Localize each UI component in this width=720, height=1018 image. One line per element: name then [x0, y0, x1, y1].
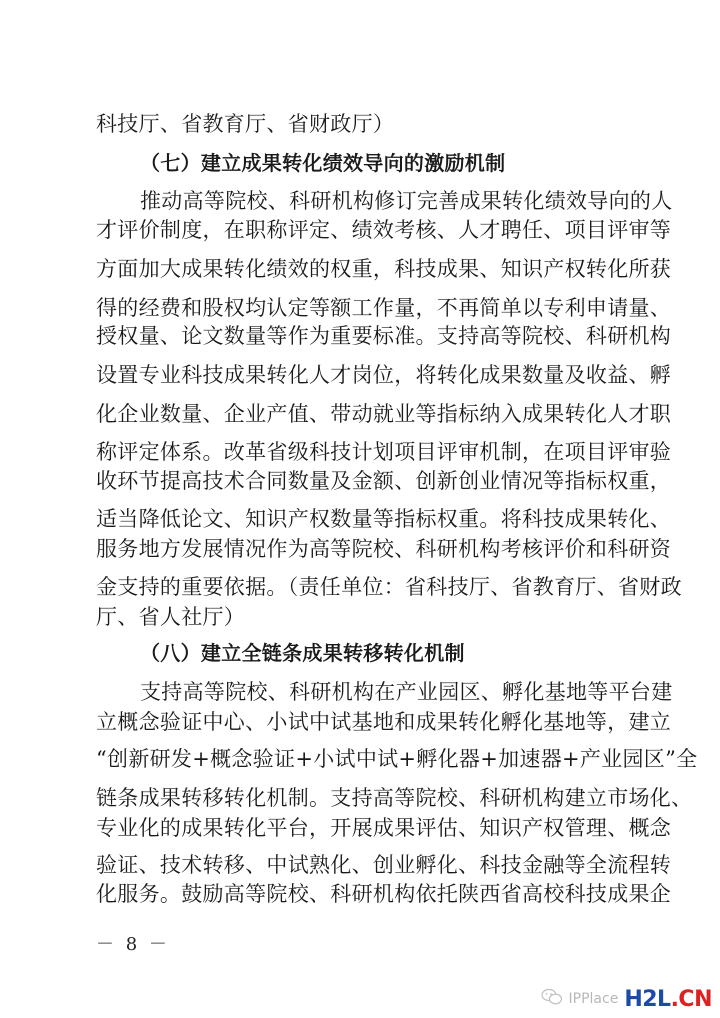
text-line: 收环节提高技术合同数量及金额、创新创业情况等指标权重，	[96, 469, 672, 493]
logo-suffix-text: .CN	[670, 986, 712, 1012]
text-line: 化服务。鼓励高等院校、科研机构依托陕西省高校科技成果企	[96, 882, 672, 906]
text-line: 支持高等院校、科研机构在产业园区、孵化基地等平台建	[140, 680, 673, 704]
text-line: 金支持的重要依据。（责任单位：省科技厅、省教育厅、省财政	[96, 575, 682, 599]
text-line: “创新研发+概念验证+小试中试+孵化器+加速器+产业园区”全	[96, 747, 698, 771]
text-line: 称评定体系。改革省级科技计划项目评审机制，在项目评审验	[96, 440, 672, 464]
text-line: 适当降低论文、知识产权数量等指标权重。将科技成果转化、	[96, 507, 672, 531]
text-line: 化企业数量、企业产值、带动就业等指标纳入成果转化人才职	[96, 402, 672, 426]
text-line: 方面加大成果转化绩效的权重，科技成果、知识产权转化所获	[96, 257, 672, 281]
text-line: 推动高等院校、科研机构修订完善成果转化绩效导向的人	[140, 189, 673, 213]
text-line: 授权量、论文数量等作为重要标准。支持高等院校、科研机构	[96, 324, 672, 348]
watermark-faded-text: IPPlace	[568, 991, 619, 1007]
text-line: 得的经费和股权均认定等额工作量，不再简单以专利申请量、	[96, 296, 672, 320]
text-line: 设置专业科技成果转化人才岗位，将转化成果数量及收益、孵	[96, 363, 672, 387]
site-logo	[624, 987, 712, 1012]
text-line: 才评价制度，在职称评定、绩效考核、人才聘任、项目评审等	[96, 218, 672, 242]
section-heading-8: （八）建立全链条成果转移转化机制	[140, 641, 465, 665]
page-number: － 8 －	[96, 934, 170, 955]
text-line: 立概念验证中心、小试中试基地和成果转化孵化基地等，建立	[96, 710, 672, 734]
section-heading-7: （七）建立成果转化绩效导向的激励机制	[140, 151, 506, 175]
text-line: 验证、技术转移、中试熟化、创业孵化、科技金融等全流程转	[96, 853, 672, 877]
watermark	[541, 984, 712, 1014]
text-line: 服务地方发展情况作为高等院校、科研机构考核评价和科研资	[96, 537, 672, 561]
text-line: 链条成果转移转化机制。支持高等院校、科研机构建立市场化、	[96, 786, 693, 810]
logo-main-text: H2L	[624, 986, 671, 1012]
wechat-icon	[541, 988, 563, 1010]
text-line: 专业化的成果转化平台，开展成果评估、知识产权管理、概念	[96, 816, 672, 840]
text-line: 科技厅、省教育厅、省财政厅）	[96, 112, 395, 136]
text-line: 厅、省人社厅）	[96, 605, 246, 629]
